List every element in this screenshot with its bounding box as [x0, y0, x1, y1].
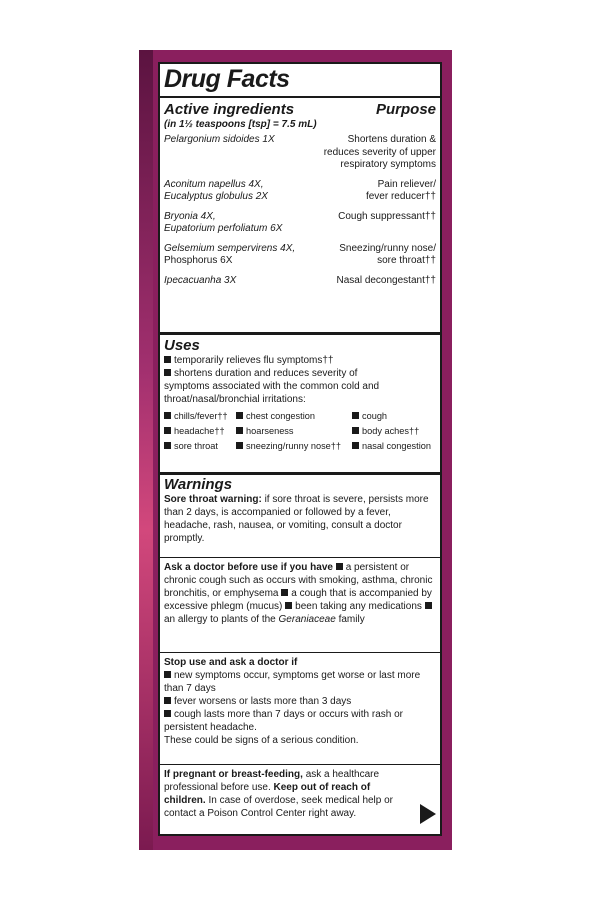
bullet-icon: [352, 427, 359, 434]
stop-use-item: fever worsens or lasts more than 3 days: [174, 696, 352, 707]
warnings-heading: Warnings: [164, 476, 233, 493]
symptom-item: hoarseness: [246, 426, 294, 436]
symptom-item: chills/fever††: [174, 411, 228, 421]
sore-throat-warning: [164, 493, 436, 545]
uses-heading: Uses: [164, 337, 200, 354]
bullet-icon: [164, 356, 171, 363]
bullet-icon: [164, 697, 171, 704]
keep-out-text: In case of overdose, seek medical help or contact a Poison Control Center right away.: [164, 795, 394, 819]
ingredient-row: [164, 243, 436, 268]
stop-use-item: new symptoms occur, symptoms get worse or last more than 7 days: [164, 670, 421, 694]
uses-text: temporarily relieves flu symptoms††: [174, 355, 334, 366]
uses-section: [160, 337, 440, 454]
ingredient-name: Phosphorus 6X: [164, 255, 233, 266]
ingredient-purpose: sore throat††: [377, 255, 436, 266]
ingredient-purpose: Nasal decongestant††: [336, 274, 436, 286]
bullet-icon: [164, 427, 171, 434]
uses-text: symptoms associated with the common cold and: [164, 381, 380, 392]
bullet-icon: [281, 589, 288, 596]
divider: [160, 557, 440, 558]
pregnancy-section: [160, 768, 440, 820]
bullet-icon: [425, 602, 432, 609]
divider: [160, 652, 440, 653]
ask-doctor-item: been taking any medications: [295, 601, 422, 612]
symptom-item: nasal congestion: [362, 441, 431, 451]
symptom-item: body aches††: [362, 426, 420, 436]
ingredient-name: Bryonia 4X,: [164, 210, 216, 222]
stop-use-label: Stop use and ask a doctor if: [164, 657, 298, 668]
divider: [160, 764, 440, 765]
bullet-icon: [236, 412, 243, 419]
divider: [160, 472, 440, 475]
stop-use-item: cough lasts more than 7 days or occurs with rash or persistent headache.: [164, 709, 403, 733]
bullet-icon: [164, 442, 171, 449]
ingredient-purpose: Pain reliever/: [377, 178, 436, 190]
ask-doctor-label: Ask a doctor before use if you have: [164, 562, 333, 573]
bullet-icon: [164, 671, 171, 678]
ingredient-row: [164, 134, 436, 172]
warnings-section: [160, 476, 440, 545]
dose-text: (in 1½ teaspoons [tsp] = 7.5 mL): [164, 119, 317, 130]
ingredient-name: Eupatorium perfoliatum 6X: [164, 223, 283, 234]
ask-doctor-item: family: [338, 614, 365, 625]
bullet-icon: [236, 442, 243, 449]
stop-use-section: [160, 656, 440, 747]
ingredient-name: Pelargonium sidoides 1X: [164, 134, 275, 145]
keep-out-label: Keep out of reach of children.: [164, 782, 371, 806]
drug-facts-title: Drug Facts: [164, 65, 290, 93]
ingredient-name: Eucalyptus globulus 2X: [164, 191, 268, 202]
purpose-heading: Purpose: [375, 101, 436, 118]
sore-throat-text: if sore throat is severe, persists more than 2 days, is accompanied or followed by a fever, headache, rash, nausea, or vomiting, consult a doctor promptly.: [164, 494, 429, 544]
ask-doctor-item: an allergy to plants of the: [164, 614, 276, 625]
ingredient-name: Aconitum napellus 4X,: [164, 178, 264, 190]
sore-throat-label: Sore throat warning:: [164, 494, 262, 505]
symptom-item: sore throat: [174, 441, 218, 451]
divider: [160, 96, 440, 98]
symptom-item: sneezing/runny nose††: [246, 441, 342, 451]
ask-doctor-item: a cough that is accompanied by excessive phlegm (mucus): [164, 588, 432, 612]
bullet-icon: [236, 427, 243, 434]
ask-doctor-item: Geraniaceae: [278, 614, 336, 625]
ingredient-purpose: respiratory symptoms: [340, 159, 436, 170]
bullet-icon: [164, 710, 171, 717]
symptom-item: headache††: [174, 426, 225, 436]
ingredient-row: [164, 211, 436, 236]
active-ingredients-heading: Active ingredients: [164, 101, 295, 118]
ingredient-purpose: Cough suppressant††: [338, 210, 436, 222]
symptom-item: cough: [362, 411, 388, 421]
active-ingredients-section: [160, 101, 440, 287]
ingredient-name: Gelsemium sempervirens 4X,: [164, 242, 296, 254]
uses-text: throat/nasal/bronchial irritations:: [164, 394, 306, 405]
bullet-icon: [352, 442, 359, 449]
ingredient-purpose: reduces severity of upper: [323, 146, 436, 158]
ask-doctor-section: [160, 561, 440, 626]
drug-facts-header: [160, 64, 440, 94]
divider: [160, 332, 440, 335]
ingredient-row: [164, 179, 436, 204]
bullet-icon: [164, 369, 171, 376]
continue-arrow-icon: [420, 804, 436, 824]
pregnancy-text: ask a healthcare professional before use.: [164, 769, 380, 793]
ask-doctor-item: a persistent or chronic cough such as occurs with smoking, asthma, chronic bronchitis, or emphysema: [164, 562, 433, 599]
drug-facts-panel: [158, 62, 442, 836]
uses-text: shortens duration and reduces severity of: [174, 368, 358, 379]
ingredient-name: Ipecacuanha 3X: [164, 274, 237, 286]
ingredient-purpose: Sneezing/runny nose/: [339, 242, 436, 254]
ingredient-purpose: fever reducer††: [365, 191, 436, 202]
bullet-icon: [285, 602, 292, 609]
pregnancy-label: If pregnant or breast-feeding,: [164, 769, 303, 780]
ingredient-purpose: Shortens duration &: [347, 134, 436, 145]
bullet-icon: [164, 412, 171, 419]
symptom-item: chest congestion: [246, 411, 315, 421]
symptom-list: [164, 409, 436, 454]
stop-use-note: These could be signs of a serious condition.: [164, 735, 359, 746]
bullet-icon: [352, 412, 359, 419]
bullet-icon: [336, 563, 343, 570]
ingredient-row: [164, 275, 436, 288]
